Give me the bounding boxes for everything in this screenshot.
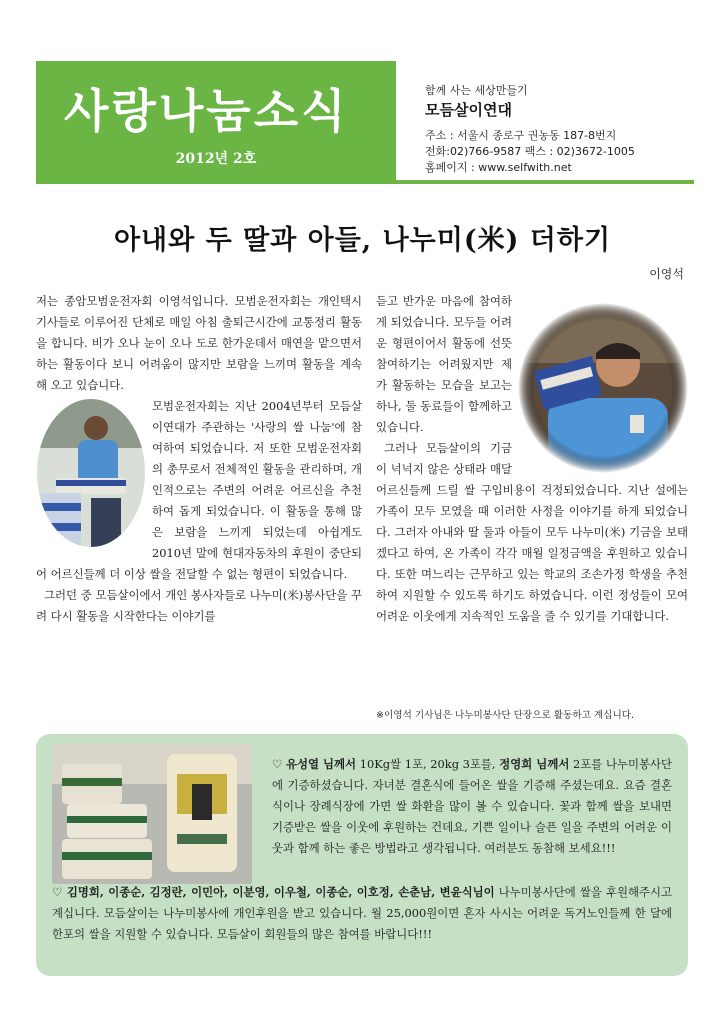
- author-portrait-image: [518, 303, 688, 473]
- article-column-left: [36, 291, 362, 627]
- article-headline: 아내와 두 딸과 아들, 나누미(米) 더하기: [113, 225, 612, 256]
- article-footnote: ※이영석 기사님은 나누미봉사단 단장으로 활동하고 계십니다.: [376, 710, 635, 721]
- org-tagline: 함께 사는 세상만들기: [425, 84, 528, 97]
- donation-text: 나누미봉사단에 쌀을 후원해주시고 계십니다. 모듬살이는 나누미봉사에 개인후원을 받고 있습니다. 월 25,000원이면 혼자 사시는 어려운 독거노인들께 한 달에 한포의 쌀을 지원할 수 있습니다. 모듬살이 회원들의 많은 참여를 바랍니다!!!: [52, 885, 673, 941]
- donation-text: 10Kg쌀 1포, 20kg 3포를,: [359, 757, 496, 771]
- org-block: [425, 82, 528, 120]
- article-paragraph: 저는 종암모범운전자회 이영석입니다. 모범운전자회는 개인택시기사들로 이루어진 단체로 매일 아침 출퇴근시간에 교통정리 활동을 합니다. 비가 오나 눈이 오나 도로 한가운데서 매연을 맡으면서 하는 활동이다 보니 어려움이 많지만 보람을 느끼며 활동을 계속 해 오고 있습니다.: [36, 294, 362, 392]
- donation-message-2: [52, 882, 672, 945]
- donated-rice-bags-image: [52, 744, 252, 884]
- org-name: 모듬살이연대: [425, 101, 512, 119]
- rice-bags-photo: [52, 744, 252, 884]
- driver-rice-photo: [36, 398, 146, 548]
- article-paragraph: 듣고 반가운 마음에 참여하게 되었습니다. 모두들 어려운 형편이어서 활동에 선뜻 참여하기는 어려웠지만 제가 활동하는 모습을 보고는 하나, 둘 동료들이 함께하고 있습니다.: [376, 294, 512, 434]
- article-paragraph: 모범운전자회는 지난 2004년부터 모듬살이연대가 주관하는 '사랑의 쌀 나눔'에 참여하여 되었습니다. 저 또한 모범운전자회의 총무로서 전체적인 활동을 관리하며, 개인적으로는 주변의 어려운 어르신을 추천하여 돕게 되었습니다. 이 활동을 통해 많은 보람을 느끼게 되었는데 아쉽게도 2010년 말에 현대자동차의 후원이 중단되어 어르신들께 더 이상 쌀을 전달할 수 없는 형편이 되었습니다.: [36, 399, 362, 581]
- header-divider: [396, 180, 694, 184]
- newsletter-title: 사랑나눔소식: [64, 84, 349, 138]
- donor-name: 정영희 님께서: [499, 757, 570, 771]
- donation-message-1: [272, 754, 672, 859]
- masthead-banner: [36, 61, 396, 184]
- driver-carrying-rice-image: [36, 398, 146, 548]
- issue-number: 2012년 2호: [175, 151, 257, 167]
- heart-icon: ♡: [52, 885, 63, 899]
- article-paragraph: 그러나 모듬살이의 기금이 넉넉지 않은 상태라 매달 어르신들께 드릴 쌀 구입비용이 걱정되었습니다. 지난 설에는 가족이 모두 모였을 때 이러한 사정을 이야기를 하게 되었습니다. 그러자 아내와 딸 둘과 아들이 모두 나누미(米) 기금을 보태겠다고 하여, 온 가족이 각각 매월 일정금액을 후원하고 있습니다. 또한 며느리는 근무하고 있는 학교의 조손가정 학생을 추천하여 지원할 수 있도록 하기도 하였습니다. 이런 정성들이 모여 어려운 이웃에게 지속적인 도움을 줄 수 있기를 기대합니다.: [376, 441, 688, 623]
- heart-icon: ♡: [272, 757, 283, 771]
- article-paragraph: 그러던 중 모듬살이에서 개인 봉사자들로 나누미(米)봉사단을 꾸려 다시 활동을 시작한다는 이야기를: [36, 588, 362, 623]
- donation-text: 2포를 나누미봉사단에 기증하셨습니다. 자녀분 결혼식에 들어온 쌀을 기증해 주셨는데요. 요즘 결혼식이나 장례식장에 가면 쌀 화환을 많이 볼 수 있습니다. 꽃과 함께 쌀을 보내면 기증받은 쌀을 이웃에 후원하는 건데요, 기쁜 일이나 슬픈 일을 주변의 어려운 이웃과 함께 하는 좋은 방법라고 생각됩니다. 여러분도 동참해 보세요!!!: [272, 757, 672, 855]
- article-byline: 이영석: [649, 267, 684, 281]
- donation-notice-box: [36, 734, 688, 976]
- donor-list: 김명희, 이종순, 김정란, 이민아, 이분영, 이우철, 이종순, 이호정, 손춘남, 변윤식님이: [66, 885, 495, 899]
- org-homepage[interactable]: 홈페이지 : www.selfwith.net: [425, 161, 572, 174]
- donor-name: 유성열 님께서: [285, 757, 357, 771]
- org-phone: 전화:02)766-9587 팩스 : 02)3672-1005: [425, 145, 635, 158]
- author-portrait-photo: [518, 303, 688, 473]
- article-column-right: [376, 291, 688, 627]
- org-contact: [425, 128, 635, 176]
- org-address: 주소 : 서울시 종로구 권농동 187-8번지: [425, 129, 617, 142]
